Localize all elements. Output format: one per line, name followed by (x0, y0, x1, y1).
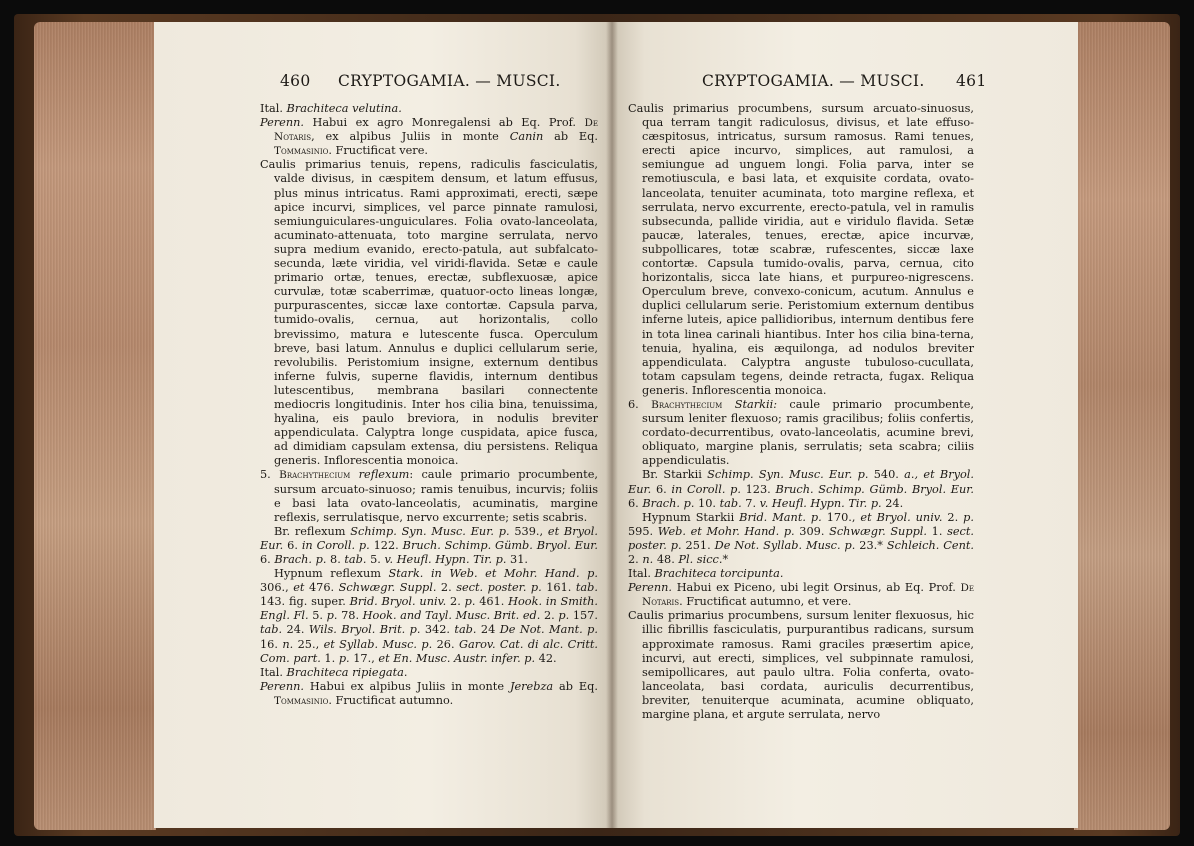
text-run: . Fructificat autumno, et vere. (679, 595, 852, 609)
text-run: 122. (369, 538, 403, 552)
text-run: 24. (282, 623, 309, 637)
text-run: et Bryol. univ. (860, 510, 943, 524)
text-run: 16. (260, 637, 283, 651)
text-run: Ital. (260, 665, 287, 679)
text-run: 6. (651, 482, 672, 496)
text-run: 309. (794, 524, 830, 538)
text-run: 48. (653, 553, 679, 566)
text-run (350, 468, 358, 481)
text-run: Brachythecium (279, 469, 351, 482)
text-run: 539., (509, 524, 548, 538)
text-run: 5. (308, 609, 327, 623)
text-run: Jerebza (509, 679, 554, 693)
text-run: 24. (881, 496, 904, 510)
text-run: ab Eq. (553, 679, 598, 693)
text-run: : caule primario procumbente, sursum arcuato-sinuoso; ramis tenuibus, incurvis; foliis e basi lata ovato-lanceolatis, acuminatis, margine reflexis, serrulatisque, nervo excurrente; setis scabris. (274, 468, 598, 524)
text-run: caule primario procumbente, sursum leniter flexuoso; ramis gracilibus; foliis confertis, cordato-decurrentibus, ovato-lanceolatis, acumine brevi, obliquato, margine planis, serrulatis; seta scabra; ciliis appendiculatis. (642, 397, 974, 468)
text-run: 10. (694, 496, 720, 510)
text-run: v. Heufl. Hypn. Tir. p. (384, 553, 507, 566)
text-run: reflexum (358, 468, 410, 482)
paragraph (628, 398, 974, 468)
text-run: 461. (475, 595, 509, 609)
right-running-title: CRYPTOGAMIA. — MUSCI. (702, 72, 925, 90)
text-run: p. (338, 651, 350, 665)
text-run: Ital. (628, 567, 655, 581)
text-run: Perenn. (628, 581, 673, 595)
text-run: 161. (541, 581, 576, 595)
text-run: 23.* (855, 538, 887, 552)
text-run: De Notaris (274, 117, 598, 144)
text-run: 157. (569, 609, 598, 623)
text-run: 540. (868, 468, 905, 482)
text-run: a., et Bryol. Eur. (628, 468, 974, 496)
text-run: 306., (260, 581, 294, 595)
paragraph (628, 468, 974, 510)
text-run: 42. (535, 651, 557, 665)
text-run: De Notaris (642, 582, 974, 609)
text-run: 476. (304, 581, 339, 595)
text-run: Brachythecium (651, 398, 723, 411)
text-run: sect. poster. p. (628, 524, 975, 552)
text-run: tab. (575, 581, 598, 595)
text-run: De Not. Mant. p. (499, 623, 598, 637)
right-page (612, 22, 1078, 828)
text-run: tab. (344, 553, 367, 566)
text-run: tab. (454, 623, 477, 637)
paragraph (260, 102, 598, 116)
text-run: 6. (283, 538, 302, 552)
text-run: Web. et Mohr. Hand. p. (657, 524, 795, 538)
paragraph (260, 666, 598, 680)
text-run: Brid. Bryol. univ. (349, 595, 447, 609)
paragraph (628, 102, 974, 398)
left-running-title: CRYPTOGAMIA. — MUSCI. (338, 72, 561, 90)
text-run: 5. (366, 553, 385, 566)
text-run: Perenn. (260, 679, 305, 693)
text-run: ab Eq. (543, 130, 598, 144)
text-run: Brach. p. (274, 553, 327, 566)
text-run: Hook. in Smith. Engl. Fl. (260, 595, 598, 623)
text-run: Caulis primarius procumbens, sursum leniter flexuosus, hic illic fibrillis fasciculatis, purpurantibus radicans, sursum approximate ramosus. Rami graciles præsertim apice, incurvi, aut erecti, simplices, vel subpinnate ramulosi, semipollicares, aut paulo ultra. Folia conferta, ovato-lanceolata, basi cordata, auriculis decurrentibus, breviter, tenuiterque acuminata, acumine obliquato, margine plana, et argute serrulata, nervo (628, 609, 974, 722)
text-run: Perenn. (260, 116, 305, 130)
text-run: 17., (349, 651, 379, 665)
text-run: Schimp. Syn. Musc. Eur. p. (707, 468, 869, 482)
text-run: . Fructificat autumno. (328, 693, 454, 707)
page-edges-left (34, 22, 156, 830)
book-gutter (606, 22, 618, 828)
text-run: 342. (420, 623, 455, 637)
text-run: Schwægr. Suppl. (338, 581, 437, 595)
text-run: 123. (740, 482, 776, 496)
text-run: Habui ex Piceno, ubi legit Orsinus, ab Eq. Prof. (672, 581, 961, 595)
text-run: 2. (446, 595, 465, 609)
page-edges-right (1074, 22, 1170, 830)
text-run: 251. (681, 538, 715, 552)
text-run: Tommasinio (274, 145, 329, 158)
text-run: 6. (628, 496, 643, 510)
text-run: Hypnum Starkii (642, 510, 740, 524)
text-run: Habui ex agro Monregalensi ab Eq. Prof. (304, 116, 585, 130)
paragraph (260, 680, 598, 708)
text-run: v. Heufl. Hypn. Tir. p. (759, 496, 882, 510)
text-run: Brach. p. (642, 496, 695, 510)
paragraph (260, 567, 598, 666)
text-run: , ex alpibus Juliis in monte (311, 130, 510, 144)
text-run: et En. Musc. Austr. infer. p. (378, 651, 536, 665)
text-run: 78. (337, 609, 363, 623)
left-page-number: 460 (280, 72, 311, 90)
text-run: n. (642, 553, 654, 566)
text-run: 2. (540, 609, 559, 623)
text-run: Garov. Cat. di alc. Critt. Com. part. (260, 637, 599, 665)
text-run: 1. (927, 524, 948, 538)
paragraph (628, 511, 974, 567)
text-run: Hypnum reflexum (274, 567, 389, 581)
text-run: 595. (628, 524, 658, 538)
text-run: Br. Starkii (642, 468, 708, 482)
text-run: Brachiteca velutina. (286, 102, 402, 115)
text-run: et Bryol. Eur. (260, 524, 599, 552)
text-run: 25., (293, 637, 324, 651)
text-run: 1. (320, 651, 339, 665)
paragraph (628, 567, 974, 581)
text-run: Schimp. Syn. Musc. Eur. p. (350, 524, 510, 538)
text-run: p. (326, 609, 338, 623)
text-run: Canin (509, 130, 544, 144)
text-run: 5. (260, 468, 280, 482)
paragraph (628, 581, 974, 609)
text-run: Bruch. Schimp. Gümb. Bryol. Eur. (775, 482, 974, 496)
paragraph (260, 158, 598, 468)
text-run: Brachiteca ripiegata. (286, 665, 408, 679)
text-run: Brachiteca torcipunta. (654, 567, 784, 581)
text-run: 8. (326, 553, 345, 566)
text-run: 31. (506, 553, 529, 566)
text-run: in Coroll. p. (301, 538, 370, 552)
text-run: 170., (821, 510, 861, 524)
text-run: Bruch. Schimp. Gümb. Bryol. Eur. (402, 538, 598, 552)
text-run: p. (464, 595, 476, 609)
paragraph (628, 609, 974, 722)
text-run: 2. (436, 581, 457, 595)
text-run: et Syllab. Musc. p. (323, 637, 433, 651)
text-run: p. (558, 609, 570, 623)
text-run: in Coroll. p. (671, 482, 741, 496)
text-run: Habui ex alpibus Juliis in monte (304, 679, 510, 693)
text-run: et (293, 581, 305, 595)
left-page (154, 22, 612, 828)
text-run: sect. poster. p. (456, 581, 542, 595)
text-run (722, 398, 734, 411)
text-run: Caulis primarius tenuis, repens, radiculis fasciculatis, valde divisus, in cæspitem densum, et latum effusus, plus minus intricatus. Rami approximati, erecti, sæpe apice incurvi, simplices, vel parce pinnate ramulosi, semiunguiculares-unguiculares. Folia ovato-lanceolata, acuminato-attenuata, toto margine serrulata, nervo supra medium evanido, erecto-patula, aut subfalcato-secunda, læte viridia, vel viridi-flavida. Setæ e caule primario ortæ, tenues, erectæ, subflexuosæ, apice curvulæ, totæ scaberrimæ, quatuor-octo lineas longæ, purpurascentes, siccæ laxe contortæ. Capsula parva, tumido-ovalis, cernua, aut horizontalis, collo brevissimo, matura e lutescente fusca. Operculum breve, basi latum. Annulus e duplici cellularum serie, revolubilis. Peristomium insigne, externum dentibus inferne fulvis, superne flavidis, internum dentibus lutescentibus, membrana basilari connectente mediocris longitudinis. Inter hos cilia bina, tenuissima, hyalina, eis paulo breviora, in nodulis breviter appendiculata. Calyptra longe cuspidata, apice fusca, ad dimidiam capsulam extensa, diu persistens. Reliqua generis. Inflorescentia monoica. (260, 158, 598, 468)
text-run: Stark. in Web. et Mohr. Hand. p. (388, 567, 598, 581)
text-run: Brid. Mant. p. (739, 510, 822, 524)
right-page-number: 461 (956, 72, 987, 90)
text-run: Pl. sicc.* (678, 553, 729, 566)
text-run: Tommasinio (274, 694, 329, 707)
text-run: De Not. Syllab. Musc. p. (714, 538, 856, 552)
text-run: Caulis primarius procumbens, sursum arcuato-sinuosus, qua terram tangit radiculosus, divisus, et late effuso-cæspitosus, intricatus, sursum ramosus. Rami tenues, erecti apice incurvo, simplices, aut ramulosi, a semiungue ad unguem longi. Folia parva, inter se remotiuscula, e basi lata, et exquisite cordata, ovato-lanceolata, tenuiter acuminata, toto margine reflexa, et serrulata, nervo excurrente, erecto-patula, vel in ramulis subsecunda, pallide viridia, aut e viridulo flavida. Setæ paucæ, laterales, tenues, erectæ, apice incurvæ, subpollicares, totæ scabræ, rufescentes, siccæ laxe contortæ. Capsula tumido-ovalis, parva, cernua, cito horizontalis, sicca late hians, et purpureo-nigrescens. Operculum breve, convexo-conicum, acutum. Annulus e duplici cellularum serie. Peristomium externum dentibus inferne luteis, apice pallidioribus, internum dentibus fere in tota linea carinali hiantibus. Inter hos cilia bina-terna, tenuia, hyalina, eis æquilonga, ad nodulos breviter appendiculata. Calyptra anguste tubuloso-cucullata, totam capsulam tegens, deinde retracta, fugax. Reliqua generis. Inflorescentia monoica. (628, 102, 974, 397)
text-run: 6. (628, 397, 652, 411)
text-run: Br. reflexum (274, 524, 351, 538)
left-page-body (260, 102, 598, 708)
text-run: Ital. (260, 102, 287, 115)
text-run: 2. (628, 553, 643, 566)
text-run: 6. (260, 553, 275, 566)
text-run: 2. (942, 510, 964, 524)
text-run: Hook. and Tayl. Musc. Brit. ed. (362, 609, 541, 623)
text-run: 24 (476, 623, 500, 637)
text-run: Wils. Bryol. Brit. p. (308, 623, 421, 637)
paragraph (260, 116, 598, 158)
text-run: p. (963, 510, 974, 524)
text-run: 7. (741, 496, 760, 510)
text-run: Schwægr. Suppl. (829, 524, 928, 538)
text-run: Schleich. Cent. (886, 538, 975, 552)
text-run: 26. (432, 637, 459, 651)
text-run: tab. (260, 623, 283, 637)
paragraph (260, 468, 598, 524)
text-run: . Fructificat vere. (328, 144, 428, 158)
right-page-body (628, 102, 974, 722)
text-run: 143. fig. super. (260, 595, 350, 609)
paragraph (260, 525, 598, 567)
text-run: Starkii: (734, 397, 778, 411)
text-run: n. (282, 637, 294, 651)
text-run: tab. (719, 496, 742, 510)
